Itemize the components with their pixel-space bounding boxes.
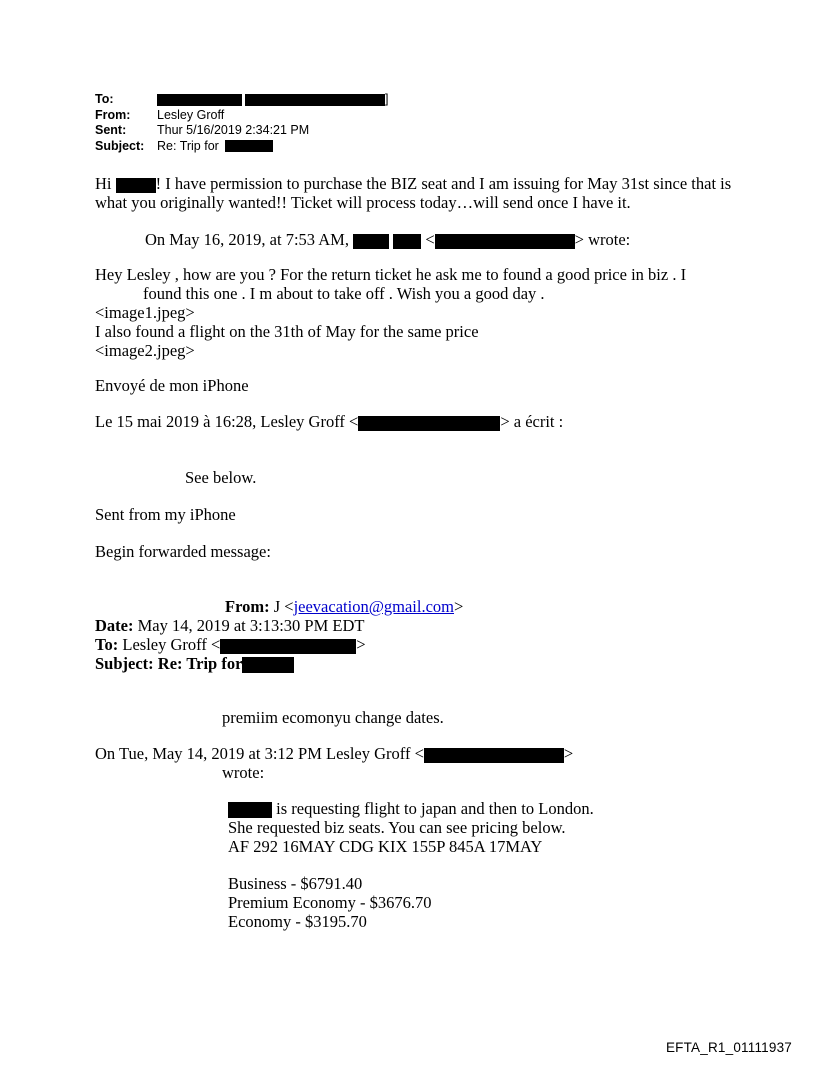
- forwarded-label-from: From:: [225, 597, 270, 616]
- quoted-line-3-image1: <image1.jpeg>: [95, 303, 195, 322]
- see-below-text: See below.: [185, 468, 257, 487]
- forwarded-from-close: >: [454, 597, 464, 616]
- redaction-box: [242, 657, 294, 673]
- redaction-box: [157, 94, 242, 106]
- quote-line-may16: [145, 230, 765, 249]
- redaction-box: [116, 178, 156, 193]
- quoted-line-5-image2: <image2.jpeg>: [95, 341, 195, 360]
- forwarded-label-subject: Subject:: [95, 654, 154, 673]
- quote-line-may14: [95, 744, 755, 782]
- forwarded-label-to: To:: [95, 635, 119, 654]
- begin-forwarded-text: Begin forwarded message:: [95, 542, 271, 561]
- header-label-sent: Sent:: [95, 123, 127, 137]
- forwarded-date-row: [95, 616, 755, 635]
- forwarded-from-row: [95, 597, 755, 616]
- header-value-subject: Re: Trip for: [157, 138, 219, 153]
- header-label-to: To:: [95, 92, 114, 106]
- header-row-sent: [95, 123, 388, 139]
- redaction-box: [353, 234, 389, 249]
- premium-economy-note: premiim ecomonyu change dates.: [222, 708, 444, 727]
- quote-may14-post: >: [563, 744, 574, 763]
- header-value-from: Lesley Groff: [157, 107, 225, 122]
- header-label-subject: Subject:: [95, 138, 145, 153]
- quote-date-text: On May 16, 2019, at 7:53 AM,: [145, 230, 349, 249]
- request-line-2: She requested biz seats. You can see pricing below.: [228, 818, 566, 838]
- header-row-from: [95, 108, 388, 124]
- forwarded-to-close: >: [356, 635, 366, 654]
- quote-wrote-text: > wrote:: [574, 230, 631, 249]
- quote-angle-open: <: [425, 230, 435, 249]
- redaction-box: [393, 234, 421, 249]
- quoted-line-2: found this one . I m about to take off . Wish you a good day .: [143, 284, 545, 303]
- quote-may14-wrote: wrote:: [222, 763, 265, 782]
- p1-pre-text: Hi: [95, 174, 112, 193]
- p1-post-text: ! I have permission to purchase the BIZ seat and I am issuing for May 31st since that is what you originally wanted!! Ticket will process today…will send once I have it.: [95, 174, 732, 212]
- header-row-to: [95, 92, 388, 108]
- bates-number: EFTA_R1_01111937: [665, 1040, 792, 1055]
- request-details-block: [228, 799, 748, 856]
- quoted-message-body: [95, 265, 735, 360]
- forwarded-value-subject: Re: Trip for: [157, 654, 243, 673]
- price-business: Business - $6791.40: [228, 874, 363, 893]
- forwarded-to-row: [95, 635, 755, 654]
- forwarded-label-date: Date:: [95, 616, 134, 635]
- forwarded-header-block: [95, 597, 755, 673]
- redaction-box: [358, 416, 500, 431]
- forwarded-value-from: J <: [273, 597, 294, 616]
- quote-fr-pre: Le 15 mai 2019 à 16:28, Lesley Groff <: [95, 412, 359, 431]
- email-header-block: [95, 92, 388, 154]
- request-line-1-text: is requesting flight to japan and then to London.: [276, 799, 594, 818]
- redaction-box: [424, 748, 564, 763]
- header-row-subject: [95, 139, 388, 155]
- header-label-from: From:: [95, 107, 131, 122]
- forwarded-subject-row: [95, 654, 755, 673]
- redaction-box: [220, 639, 356, 654]
- price-premium-economy: Premium Economy - $3676.70: [228, 893, 432, 912]
- sent-from-iphone-text: Sent from my iPhone: [95, 505, 236, 524]
- quoted-line-4: I also found a flight on the 31th of May for the same price: [95, 322, 479, 341]
- pricing-block: [228, 874, 648, 931]
- flight-itinerary-line: AF 292 16MAY CDG KIX 155P 845A 17MAY: [228, 837, 543, 857]
- quote-fr-post: > a écrit :: [500, 412, 564, 431]
- price-economy: Economy - $3195.70: [228, 912, 367, 931]
- message-paragraph-1: [95, 174, 735, 212]
- redaction-box: [435, 234, 575, 249]
- quote-may14-pre: On Tue, May 14, 2019 at 3:12 PM Lesley Groff <: [95, 744, 424, 763]
- signature-envoye: Envoyé de mon iPhone: [95, 376, 249, 395]
- header-to-bracket: ]: [385, 92, 389, 106]
- header-value-sent: Thur 5/16/2019 2:34:21 PM: [157, 123, 310, 137]
- request-line-1: [228, 799, 748, 818]
- quote-line-15mai: [95, 412, 755, 431]
- forwarded-from-email-link[interactable]: jeevacation@gmail.com: [293, 597, 455, 616]
- quoted-line-1: Hey Lesley , how are you ? For the return ticket he ask me to found a good price in biz . I: [95, 265, 687, 284]
- redaction-box: [228, 802, 272, 818]
- forwarded-value-date: May 14, 2019 at 3:13:30 PM EDT: [137, 616, 365, 635]
- redaction-box: [245, 94, 385, 106]
- forwarded-value-to: Lesley Groff <: [122, 635, 221, 654]
- redaction-box: [225, 140, 273, 152]
